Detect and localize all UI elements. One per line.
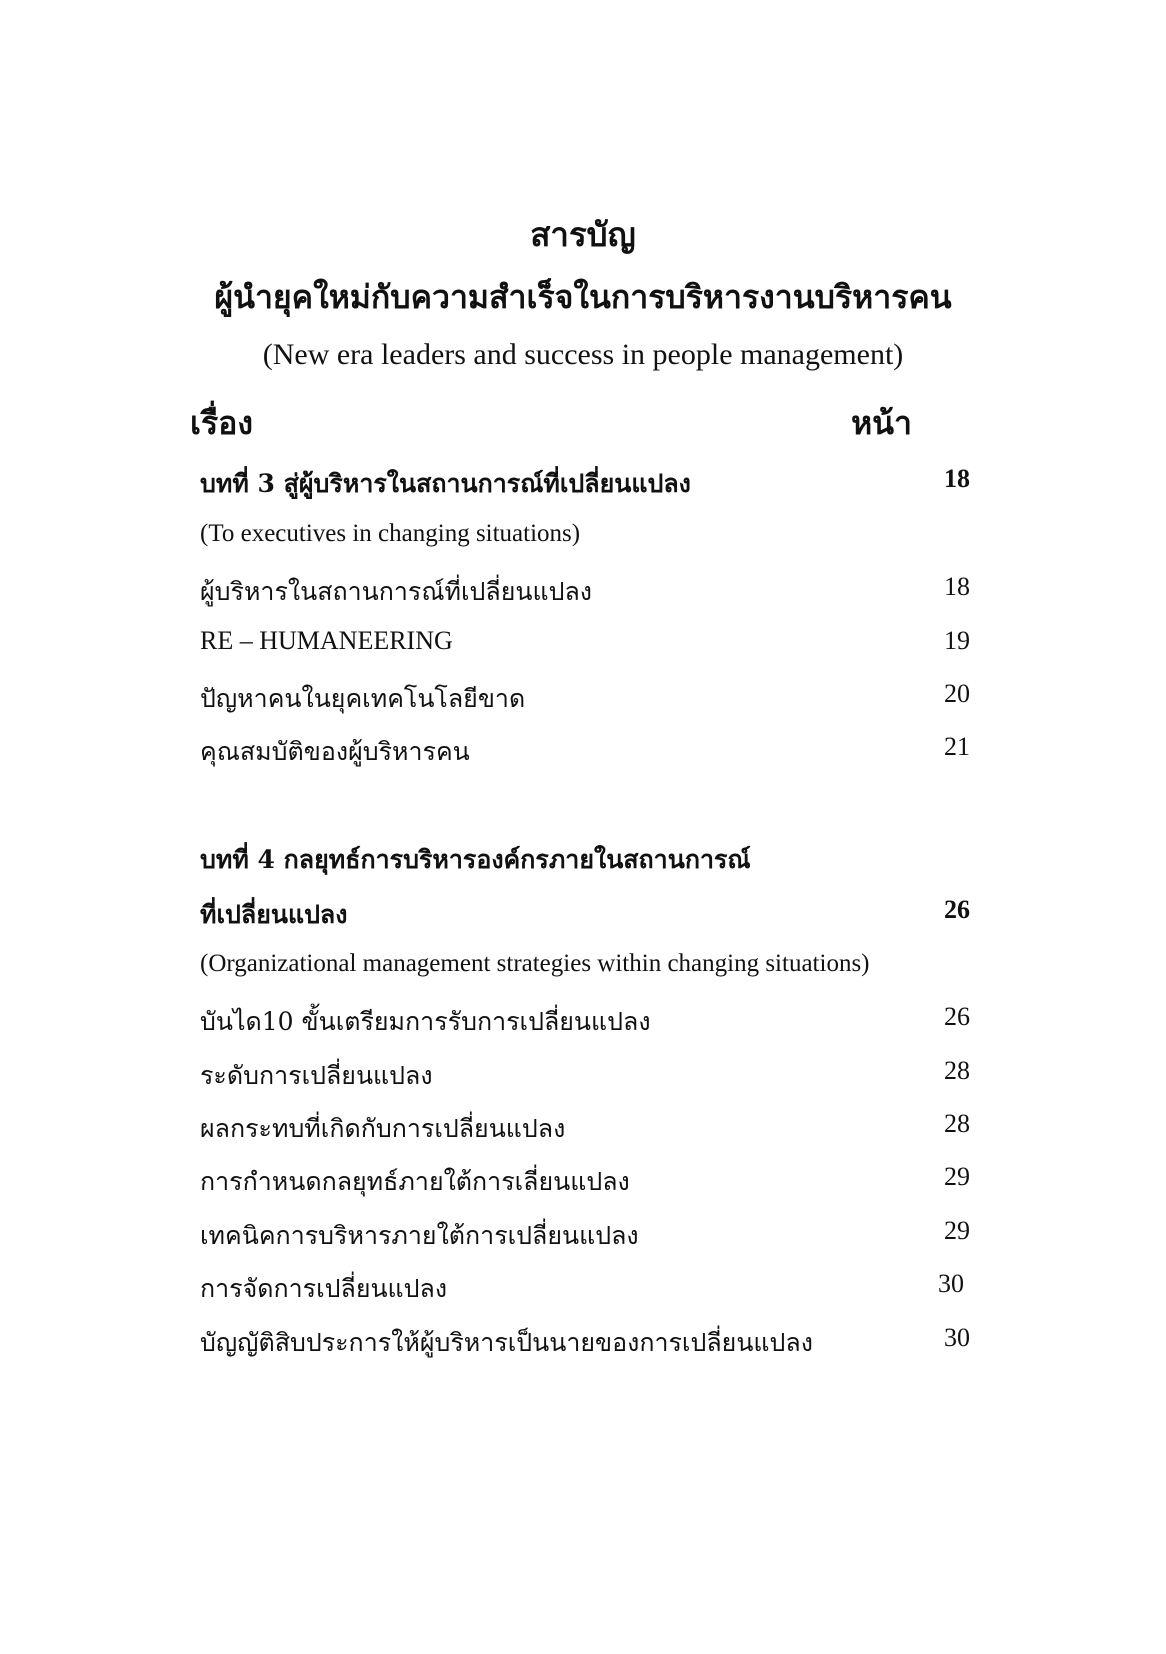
toc-row-page: 20: [944, 679, 970, 708]
toc-row-label: ผลกระทบที่เกิดกับการเปลี่ยนแปลง: [200, 1114, 566, 1143]
toc-row-label: ผู้บริหารในสถานการณ์ที่เปลี่ยนแปลง: [200, 577, 592, 606]
toc-row-page: 26: [944, 1002, 970, 1031]
toc-row-page: 19: [944, 626, 970, 655]
toc-row-page: 30: [944, 1323, 970, 1352]
column-page-header: หน้า: [851, 404, 912, 442]
chapter-4-page: 26: [944, 895, 970, 924]
toc-row-page: 21: [944, 732, 970, 761]
chapter-3-subtitle-en: (To executives in changing situations): [200, 520, 581, 547]
chapter-3-row: [200, 464, 970, 504]
toc-row: [200, 1162, 970, 1202]
toc-row-page: 29: [944, 1162, 970, 1191]
toc-row-label: บันได10 ขั้นเตรียมการรับการเปลี่ยนแปลง: [200, 1007, 651, 1036]
toc-row-label: RE – HUMANEERING: [200, 626, 453, 655]
toc-row: [200, 1323, 970, 1363]
toc-row-label: คุณสมบัติของผู้บริหารคน: [200, 737, 470, 766]
toc-title: สารบัญ: [530, 215, 636, 254]
toc-row-page: 28: [944, 1109, 970, 1138]
chapter-4-subtitle-en: (Organizational management strategies within changing situations): [200, 950, 870, 977]
toc-row-label: การจัดการเปลี่ยนแปลง: [200, 1274, 448, 1303]
toc-row-label: เทคนิคการบริหารภายใต้การเปลี่ยนแปลง: [200, 1221, 639, 1250]
toc-row-page: 29: [944, 1216, 970, 1245]
chapter-4-title-line2: ที่เปลี่ยนแปลง: [200, 900, 348, 929]
toc-row: [200, 679, 970, 719]
toc-row: [200, 1109, 970, 1149]
chapter-3-page: 18: [944, 464, 970, 493]
toc-row: [200, 1056, 970, 1096]
book-title: ผู้นำยุคใหม่กับความสำเร็จในการบริหารงานบริหารคน: [214, 278, 952, 316]
toc-row-label: ปัญหาคนในยุคเทคโนโลยีขาด: [200, 684, 526, 713]
toc-row: [200, 732, 970, 772]
toc-row: [200, 572, 970, 612]
toc-row-label: การกำหนดกลยุทธ์ภายใต้การเลี่ยนแปลง: [200, 1167, 630, 1196]
toc-row-page: 18: [944, 572, 970, 601]
chapter-3-title: บทที่ 3 สู่ผู้บริหารในสถานการณ์ที่เปลี่ยนแปลง: [200, 469, 691, 498]
toc-row-page: 30: [938, 1269, 964, 1298]
column-topic-header: เรื่อง: [190, 404, 253, 442]
toc-row: [200, 1002, 970, 1042]
toc-row: [200, 626, 970, 666]
chapter-4-row: [200, 895, 970, 935]
book-title-en: (New era leaders and success in people management): [262, 338, 904, 371]
toc-row-label: บัญญัติสิบประการให้ผู้บริหารเป็นนายของการเปลี่ยนแปลง: [200, 1328, 813, 1357]
chapter-4-title-line1: บทที่ 4 กลยุทธ์การบริหารองค์กรภายในสถานการณ์: [200, 845, 751, 874]
toc-row-page: 28: [944, 1056, 970, 1085]
toc-row-label: ระดับการเปลี่ยนแปลง: [200, 1061, 433, 1090]
toc-row: [200, 1216, 970, 1256]
toc-row: [200, 1269, 970, 1309]
